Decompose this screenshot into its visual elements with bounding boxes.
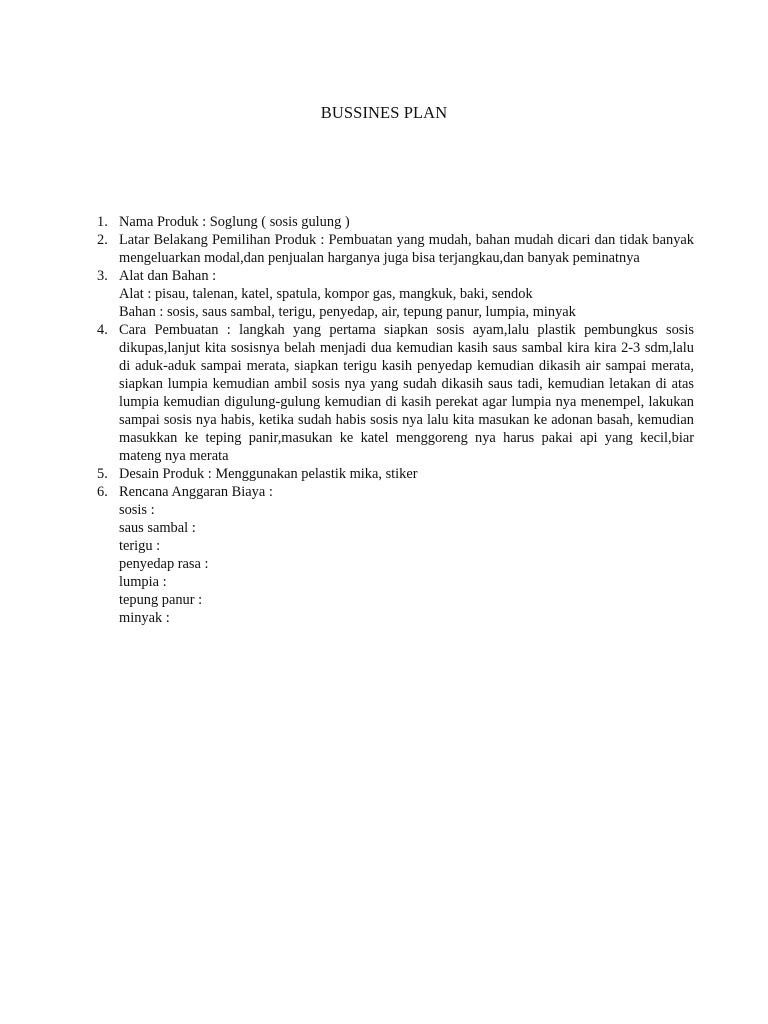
alat-line: Alat : pisau, talenan, katel, spatula, kompor gas, mangkuk, baki, sendok (119, 286, 533, 302)
list-item-nama-produk (90, 213, 694, 231)
list-item-cara-pembuatan (90, 321, 694, 465)
bahan-line: Bahan : sosis, saus sambal, terigu, penyedap, air, tepung panur, lumpia, minyak (119, 304, 576, 320)
list-item-number: 5. (97, 466, 108, 482)
list-item-text: Nama Produk : Soglung ( sosis gulung ) (119, 214, 350, 230)
budget-line-lumpia: lumpia : (119, 574, 167, 590)
list-item-latar-belakang (90, 231, 694, 267)
budget-line-saus-sambal: saus sambal : (119, 520, 196, 536)
budget-line-tepung-panur: tepung panur : (119, 592, 203, 608)
list-item-text: Alat dan Bahan : (119, 268, 217, 284)
budget-line-sosis: sosis : (119, 502, 155, 518)
list-item-text: Rencana Anggaran Biaya : (119, 484, 273, 500)
list-item-alat-bahan (90, 267, 694, 321)
list-item-number: 6. (97, 484, 108, 500)
budget-line-minyak: minyak : (119, 610, 170, 626)
list-item-number: 1. (97, 214, 108, 230)
list-item-text: Latar Belakang Pemilihan Produk : Pembuatan yang mudah, bahan mudah dicari dan tidak banyak mengeluarkan modal,dan penjualan harganya juga bisa terjangkau,dan banyak peminatnya (119, 232, 694, 266)
document-title: BUSSINES PLAN (320, 103, 448, 122)
budget-line-penyedap-rasa: penyedap rasa : (119, 556, 209, 572)
list-item-number: 2. (97, 232, 108, 248)
budget-line-terigu: terigu : (119, 538, 161, 554)
list-item-text: Cara Pembuatan : langkah yang pertama siapkan sosis ayam,lalu plastik pembungkus sosis dikupas,lanjut kita sosisnya belah menjadi dua kemudian kasih saus sambal kira kira 2-3 sdm,lalu di aduk-aduk sampai merata, siapkan terigu kasih penyedap kemudian dikasih air sampai merata, siapkan lumpia kemudian ambil sosis nya yang sudah dikasih saus tadi, kemudian letakan di atas lumpia kemudian digulung-gulung kemudian di kasih perekat agar lumpia nya menempel, lakukan sampai sosis nya habis, ketika sudah habis sosis nya lalu kita masukan ke adonan basah, kemudian masukkan ke teping panir,masukan ke katel menggoreng nya harus pakai api yang kecil,biar mateng nya merata (119, 322, 694, 464)
business-plan-list (90, 213, 694, 627)
list-item-desain-produk (90, 465, 694, 483)
list-item-number: 3. (97, 268, 108, 284)
list-item-number: 4. (97, 322, 108, 338)
list-item-text: Desain Produk : Menggunakan pelastik mika, stiker (119, 466, 418, 482)
list-item-rencana-anggaran (90, 483, 694, 627)
